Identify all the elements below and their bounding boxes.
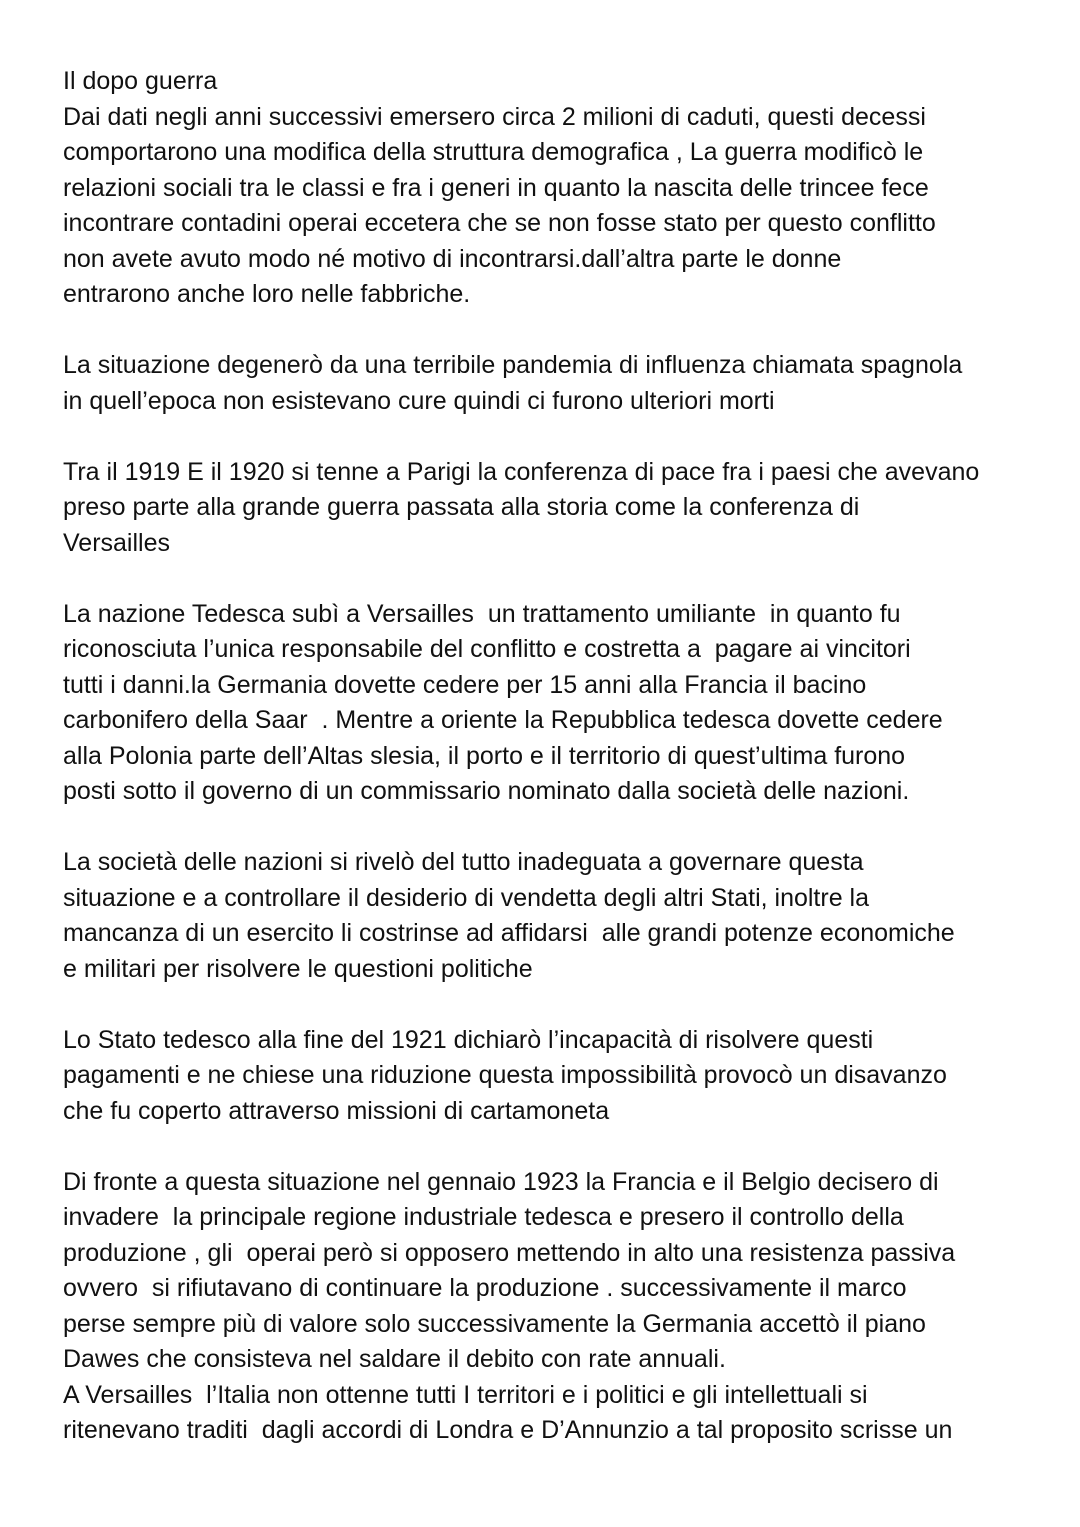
paragraph-7-line-6: Dawes che consisteva nel saldare il debito con rate annuali.: [63, 1345, 726, 1373]
document-body: [63, 64, 1053, 1449]
paragraph-gap: [63, 987, 1053, 1023]
paragraph-7-line-5: perse sempre più di valore solo successivamente la Germania accettò il piano: [63, 1309, 926, 1338]
paragraph-5-line-2: situazione e a controllare il desiderio di vendetta degli altri Stati, inoltre la: [63, 883, 870, 912]
paragraph-4-line-2: riconosciuta l’unica responsabile del conflitto e costretta a pagare ai vincitori: [63, 635, 911, 663]
paragraph-1-line-6: entrarono anche loro nelle fabbriche.: [63, 280, 471, 308]
paragraph-1-line-5: non avete avuto modo né motivo di incontrarsi.dall’altra parte le donne: [63, 244, 842, 273]
paragraph-3-line-3: Versailles: [63, 528, 170, 557]
paragraph-4-line-1: La nazione Tedesca subì a Versailles un trattamento umiliante in quanto fu: [63, 599, 901, 628]
paragraph-gap: [63, 313, 1053, 349]
paragraph-4-line-4: carbonifero della Saar . Mentre a oriente la Repubblica tedesca dovette cedere: [63, 706, 943, 734]
document-title: Il dopo guerra: [63, 67, 218, 95]
paragraph-1-line-1: Dai dati negli anni successivi emersero circa 2 milioni di caduti, questi decessi: [63, 102, 926, 131]
paragraph-5-line-1: La società delle nazioni si rivelò del tutto inadeguata a governare questa: [63, 848, 864, 876]
paragraph-7-line-1: Di fronte a questa situazione nel gennaio 1923 la Francia e il Belgio decisero di: [63, 1167, 939, 1196]
paragraph-gap: [63, 1129, 1053, 1165]
paragraph-5-line-4: e militari per risolvere le questioni politiche: [63, 954, 533, 983]
paragraph-3-line-1: Tra il 1919 E il 1920 si tenne a Parigi la conferenza di pace fra i paesi che avevano: [63, 457, 980, 486]
paragraph-2-line-2: in quell’epoca non esistevano cure quindi ci furono ulteriori morti: [63, 386, 775, 415]
paragraph-6-line-3: che fu coperto attraverso missioni di cartamoneta: [63, 1096, 610, 1125]
paragraph-7-line-7: A Versailles l’Italia non ottenne tutti I territori e i politici e gli intellettuali si: [63, 1380, 868, 1409]
paragraph-4-line-3: tutti i danni.la Germania dovette cedere per 15 anni alla Francia il bacino: [63, 670, 867, 699]
paragraph-gap: [63, 810, 1053, 846]
paragraph-2-line-1: La situazione degenerò da una terribile pandemia di influenza chiamata spagnola: [63, 351, 963, 379]
paragraph-7-line-2: invadere la principale regione industriale tedesca e presero il controllo della: [63, 1203, 904, 1231]
paragraph-4-line-6: posti sotto il governo di un commissario nominato dalla società delle nazioni.: [63, 777, 910, 805]
paragraph-4-line-5: alla Polonia parte dell’Altas slesia, il porto e il territorio di quest’ultima furono: [63, 741, 906, 770]
paragraph-7-line-8: ritenevano traditi dagli accordi di Londra e D’Annunzio a tal proposito scrisse un: [63, 1416, 953, 1444]
paragraph-1-line-3: relazioni sociali tra le classi e fra i generi in quanto la nascita delle trincee fece: [63, 173, 929, 202]
paragraph-gap: [63, 419, 1053, 455]
paragraph-1-line-2: comportarono una modifica della struttura demografica , La guerra modificò le: [63, 138, 924, 166]
paragraph-1-line-4: incontrare contadini operai eccetera che se non fosse stato per questo conflitto: [63, 209, 936, 237]
paragraph-7-line-4: ovvero si rifiutavano di continuare la produzione . successivamente il marco: [63, 1274, 907, 1302]
paragraph-3-line-2: preso parte alla grande guerra passata alla storia come la conferenza di: [63, 493, 860, 521]
paragraph-5-line-3: mancanza di un esercito li costrinse ad affidarsi alle grandi potenze economiche: [63, 919, 955, 947]
paragraph-6-line-2: pagamenti e ne chiese una riduzione questa impossibilità provocò un disavanzo: [63, 1061, 947, 1089]
paragraph-gap: [63, 561, 1053, 597]
paragraph-6-line-1: Lo Stato tedesco alla fine del 1921 dichiarò l’incapacità di risolvere questi: [63, 1025, 874, 1054]
paragraph-7-line-3: produzione , gli operai però si opposero mettendo in alto una resistenza passiva: [63, 1238, 956, 1267]
